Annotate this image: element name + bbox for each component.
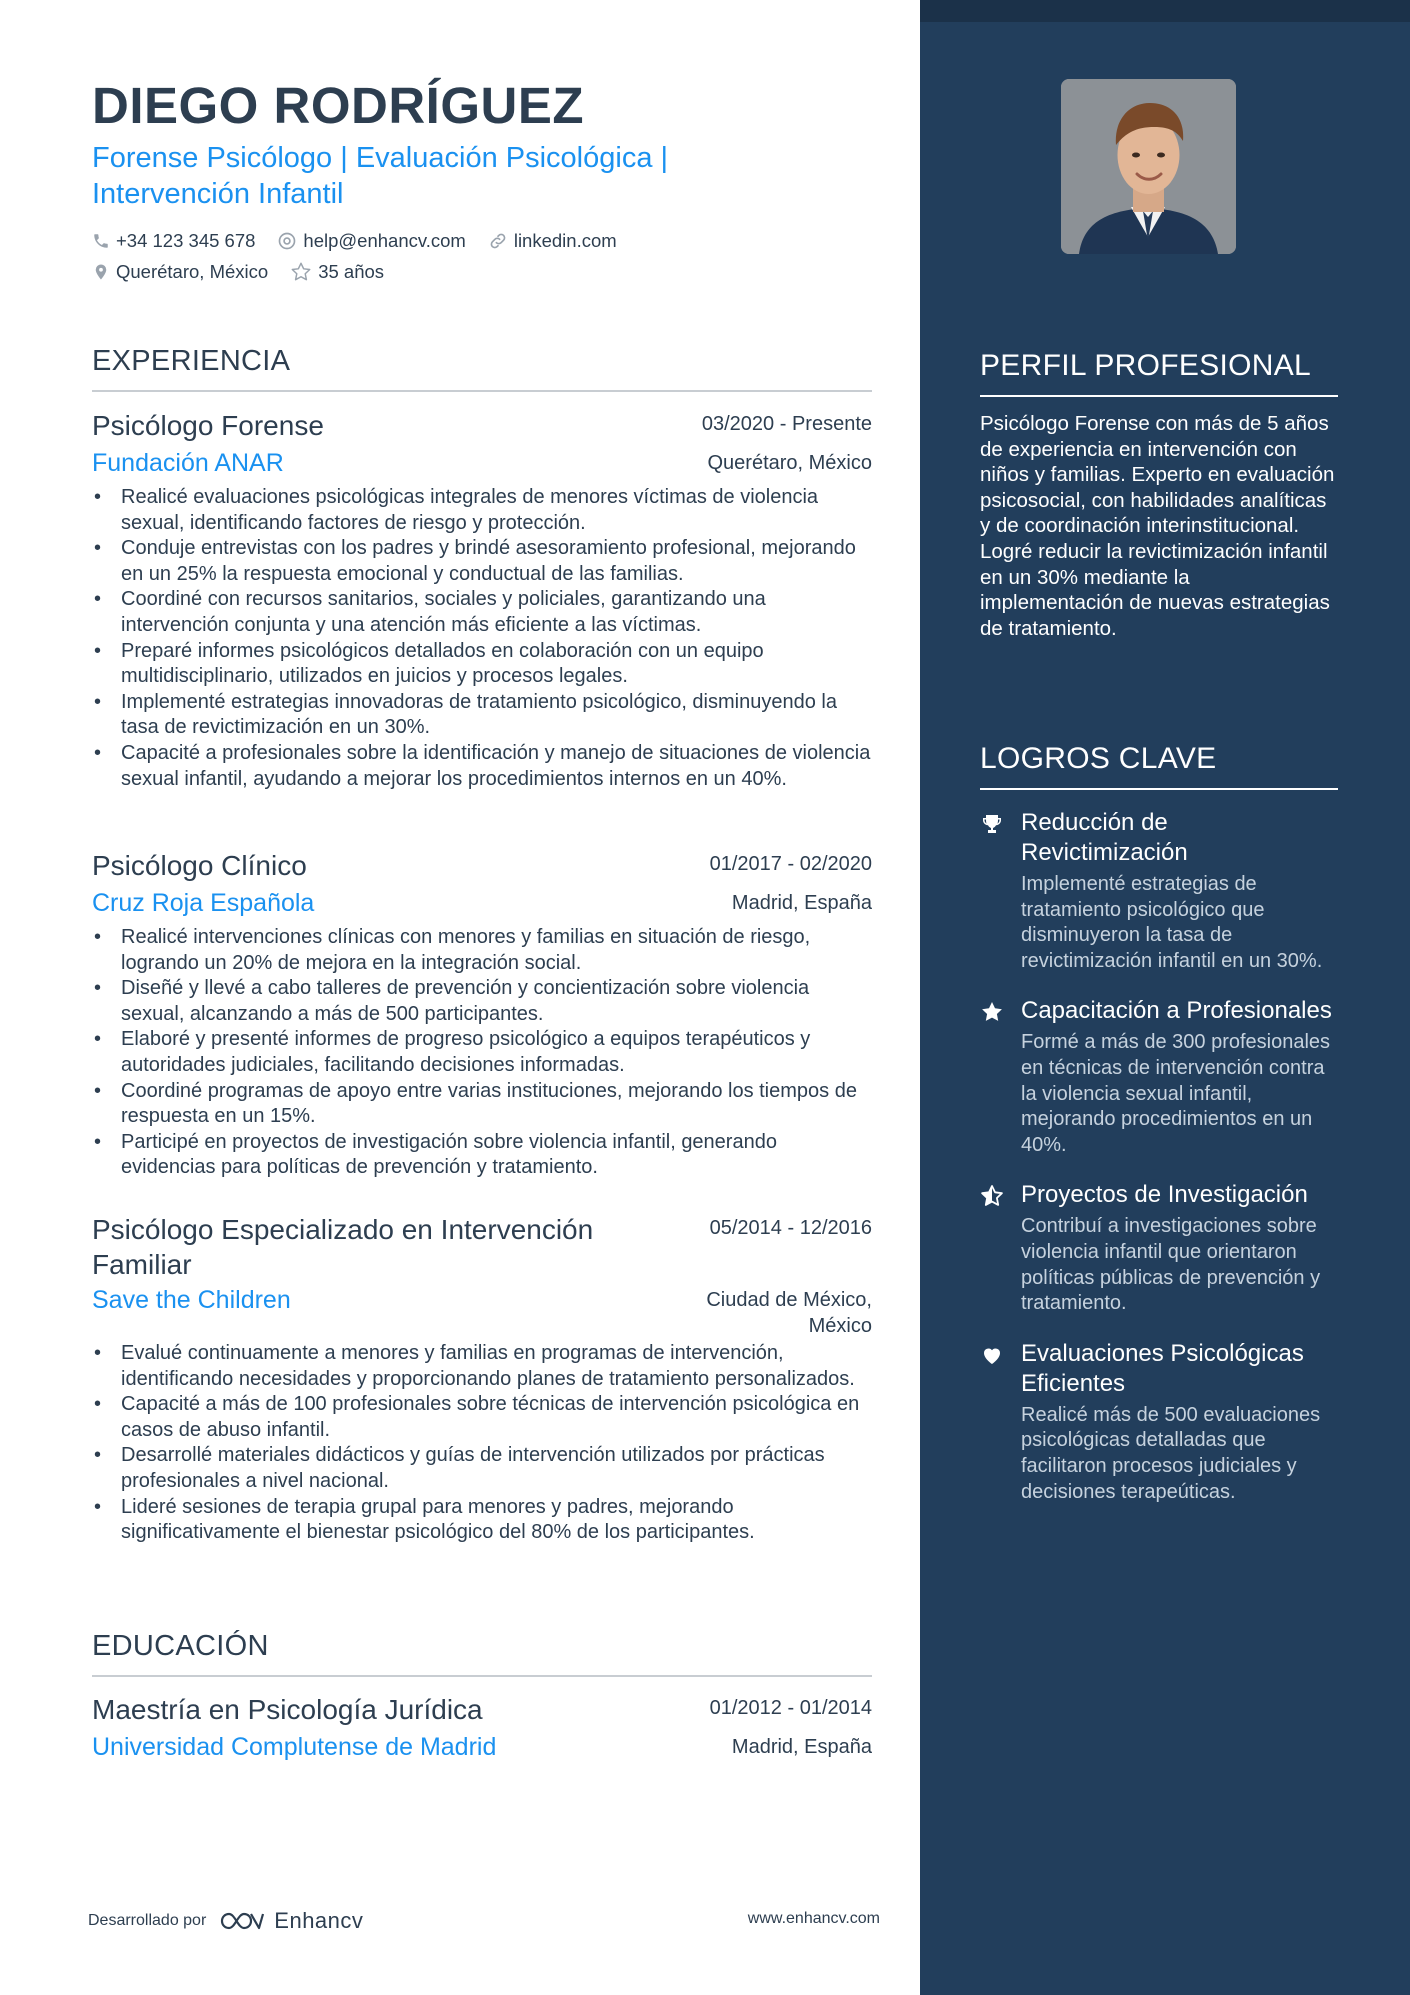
bullet-item: • Implementé estrategias innovadoras de tratamiento psicológico, disminuyendo la tasa de revictimización en un 30%. bbox=[92, 690, 872, 741]
education-entry bbox=[92, 1692, 872, 1763]
profile-text: Psicólogo Forense con más de 5 años de experiencia en intervención con niños y familias. Experto en evaluación psicosocial, con habilidades analíticas y de coordinación interinstitucional. Logré reducir la revictimización infantil en un 30% mediante la implementación de nuevas estrategias de tratamiento. bbox=[980, 412, 1335, 640]
enhancv-logo-icon bbox=[218, 1909, 266, 1933]
achievement-desc: Realicé más de 500 evaluaciones psicológicas detalladas que facilitaron procesos judiciales y decisiones terapeúticas. bbox=[1021, 1403, 1321, 1503]
powered-by[interactable] bbox=[88, 1908, 363, 1934]
contact-location bbox=[92, 261, 268, 283]
job-location: Madrid, España bbox=[731, 892, 872, 914]
avatar bbox=[1061, 79, 1236, 254]
job-title-line: Psicólogo Especializado en Intervención bbox=[92, 1214, 594, 1245]
bullet-item: • Capacité a profesionales sobre la identificación y manejo de situaciones de violencia sexual infantil, ayudando a mejorar los procedimientos internos en un 40%. bbox=[92, 741, 872, 792]
achievement-desc: Implementé estrategias de tratamiento psicológico que disminuyeron la tasa de revictimización infantil en un 30%. bbox=[1021, 873, 1323, 972]
link-icon bbox=[488, 231, 508, 251]
bullet-item: • Desarrollé materiales didácticos y guías de intervención utilizados por prácticas profesionales a nivel nacional. bbox=[92, 1443, 872, 1494]
job-location: Querétaro, México bbox=[707, 452, 872, 474]
location-text: Querétaro, México bbox=[116, 261, 269, 282]
bullet-item: • Capacité a más de 100 profesionales sobre técnicas de intervención psicológica en casos de abuso infantil. bbox=[92, 1392, 872, 1443]
job-bullets bbox=[92, 485, 872, 792]
education-section-title: EDUCACIÓN bbox=[92, 1630, 872, 1677]
contact-row bbox=[92, 230, 639, 252]
job-entry bbox=[92, 408, 872, 792]
company-name: Cruz Roja Española bbox=[92, 889, 315, 917]
location-line: Ciudad de México, bbox=[706, 1289, 872, 1311]
candidate-name: DIEGO RODRÍGUEZ bbox=[92, 77, 585, 134]
company-name: Save the Children bbox=[92, 1286, 291, 1314]
age-text: 35 años bbox=[318, 261, 385, 282]
achievement-title: Reducción de Revictimización bbox=[1021, 809, 1188, 866]
sidebar bbox=[920, 0, 1410, 1995]
job-title: Psicólogo Forense bbox=[92, 410, 324, 441]
star-outline-icon bbox=[290, 261, 312, 283]
achievement-desc: Formé a más de 300 profesionales en técnicas de intervención contra la violencia sexual infantil, mejorando procedimientos en un 40%. bbox=[1021, 1031, 1331, 1156]
achievement-item bbox=[980, 1180, 1338, 1316]
profile-section bbox=[980, 349, 1338, 641]
subtitle-line: Forense Psicólogo | Evaluación Psicológica | bbox=[92, 142, 669, 174]
job-location bbox=[706, 1287, 872, 1339]
star-icon bbox=[980, 1000, 1004, 1024]
school-name: Universidad Complutense de Madrid bbox=[92, 1733, 497, 1761]
bullet-item: • Participé en proyectos de investigación sobre violencia infantil, generando evidencias para políticas de prevención y tratamiento. bbox=[92, 1130, 872, 1181]
candidate-subtitle bbox=[92, 140, 792, 212]
bullet-item: • Preparé informes psicológicos detallados en colaboración con un equipo multidisciplinario, utilizados en juicios y procesos legales. bbox=[92, 639, 872, 690]
linkedin-text: linkedin.com bbox=[513, 230, 617, 251]
heart-icon bbox=[980, 1343, 1004, 1367]
degree-title: Maestría en Psicología Jurídica bbox=[92, 1694, 483, 1725]
job-entry bbox=[92, 1212, 872, 1546]
phone-icon bbox=[92, 232, 110, 250]
bullet-item: • Evalué continuamente a menores y familias en programas de intervención, identificando necesidades y proporcionando planes de tratamiento personalizados. bbox=[92, 1341, 872, 1392]
footer bbox=[88, 1900, 880, 1940]
contact-linkedin[interactable] bbox=[488, 230, 617, 252]
achievement-item bbox=[980, 808, 1338, 974]
job-date: 03/2020 - Presente bbox=[701, 413, 872, 435]
contact-phone bbox=[92, 230, 255, 252]
phone-text: +34 123 345 678 bbox=[116, 230, 256, 251]
bullet-item: • Elaboré y presenté informes de progreso psicológico a equipos terapéuticos y autoridades judiciales, facilitando decisiones informadas. bbox=[92, 1027, 872, 1078]
bullet-item: • Diseñé y llevé a cabo talleres de prevención y concientización sobre violencia sexual, alcanzando a más de 500 participantes. bbox=[92, 976, 872, 1027]
achievements-section-title: LOGROS CLAVE bbox=[980, 742, 1338, 790]
subtitle-line: Intervención Infantil bbox=[92, 178, 344, 210]
achievement-desc: Contribuí a investigaciones sobre violencia infantil que orientaron políticas públicas de prevención y tratamiento. bbox=[1021, 1215, 1321, 1315]
education-date: 01/2012 - 01/2014 bbox=[709, 1697, 872, 1719]
contact-email[interactable] bbox=[277, 230, 465, 252]
contact-row bbox=[92, 261, 406, 283]
website-link[interactable]: www.enhancv.com bbox=[747, 1910, 880, 1927]
company-name: Fundación ANAR bbox=[92, 449, 284, 477]
bullet-item: • Realicé intervenciones clínicas con menores y familias en situación de riesgo, logrando un 20% de mejora en la integración social. bbox=[92, 925, 872, 976]
powered-by-text: Desarrollado por bbox=[88, 1912, 207, 1929]
location-line: México bbox=[808, 1315, 872, 1337]
job-date: 05/2014 - 12/2016 bbox=[709, 1217, 872, 1239]
at-icon bbox=[277, 231, 297, 251]
bullet-item: • Lideré sesiones de terapia grupal para menores y padres, mejorando significativamente el bienestar psicológico del 80% de los participantes. bbox=[92, 1495, 872, 1546]
half-star-icon bbox=[980, 1184, 1004, 1208]
contact-age bbox=[290, 261, 384, 283]
achievement-title: Evaluaciones Psicológicas Eficientes bbox=[1021, 1339, 1304, 1397]
job-bullets bbox=[92, 1341, 872, 1546]
job-title-line: Familiar bbox=[92, 1249, 192, 1280]
person-photo-icon bbox=[1061, 79, 1236, 254]
brand-name: Enhancv bbox=[274, 1908, 364, 1933]
achievement-title: Capacitación a Profesionales bbox=[1021, 997, 1332, 1025]
sidebar-topbar bbox=[920, 0, 1410, 22]
location-pin-icon bbox=[92, 262, 110, 282]
bullet-item: • Coordiné programas de apoyo entre varias instituciones, mejorando los tiempos de respuesta en un 15%. bbox=[92, 1079, 872, 1130]
achievement-item bbox=[980, 996, 1338, 1158]
bullet-item: • Conduje entrevistas con los padres y brindé asesoramiento profesional, mejorando en un 25% la respuesta emocional y conductual de las familias. bbox=[92, 536, 872, 587]
achievement-item bbox=[980, 1339, 1338, 1505]
experience-section-title: EXPERIENCIA bbox=[92, 345, 872, 392]
bullet-item: • Realicé evaluaciones psicológicas integrales de menores víctimas de violencia sexual, identificando factores de riesgo y protección. bbox=[92, 485, 872, 536]
email-text: help@enhancv.com bbox=[303, 230, 466, 251]
bullet-item: • Coordiné con recursos sanitarios, sociales y policiales, garantizando una intervención conjunta y una atención más eficiente a las víctimas. bbox=[92, 587, 872, 638]
achievements-section bbox=[980, 742, 1338, 1505]
job-date: 01/2017 - 02/2020 bbox=[709, 853, 872, 875]
trophy-icon bbox=[980, 812, 1004, 836]
achievement-title: Proyectos de Investigación bbox=[1021, 1181, 1308, 1209]
profile-section-title: PERFIL PROFESIONAL bbox=[980, 349, 1338, 397]
job-entry bbox=[92, 848, 872, 1181]
job-title: Psicólogo Clínico bbox=[92, 850, 307, 881]
education-location: Madrid, España bbox=[731, 1736, 872, 1758]
job-bullets bbox=[92, 925, 872, 1181]
job-title bbox=[92, 1212, 593, 1282]
